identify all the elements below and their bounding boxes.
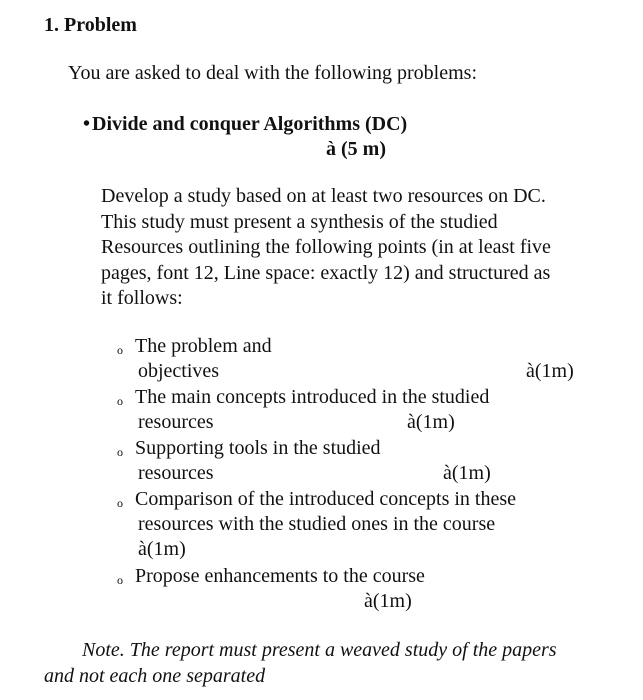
list-item-marker: o [117,445,123,459]
paragraph-line: This study must present a synthesis of the studied [101,210,498,233]
paragraph-line: it follows: [101,287,183,309]
note-line: and not each one separated [44,664,266,687]
list-item-marker: o [117,343,123,357]
list-item-points: à(1m) [407,411,455,433]
list-item-marker: o [117,496,123,510]
paragraph-line: Develop a study based on at least two resources on DC. [101,185,546,207]
paragraph-line: pages, font 12, Line space: exactly 12) and structured as [101,261,551,284]
list-item-text: The main concepts introduced in the studied [135,386,490,408]
list-item-points: à(1m) [138,538,186,560]
problem-heading: 1. Problem [44,14,137,36]
paragraph-line: Resources outlining the following points (in at least five [101,236,551,258]
list-item-text: Supporting tools in the studied [135,437,381,459]
description-paragraph [101,184,591,312]
list-item-marker: o [117,394,123,408]
list-item-marker: o [117,573,123,587]
list-item-points: à(1m) [526,360,574,382]
list-item-text: The problem and [135,335,272,357]
list-item-points: à(1m) [443,462,491,484]
list-item-text-cont: resources [138,462,214,484]
list-item-text-cont: resources with the studied ones in the course [138,513,496,535]
list-item-text: Comparison of the introduced concepts in these [135,488,517,510]
list-item-text: Propose enhancements to the course [135,565,425,587]
list-item-points: à(1m) [364,590,412,612]
section-bullet: • [83,113,91,135]
list-item-text-cont: resources [138,411,214,433]
intro-text: You are asked to deal with the following problems: [68,62,478,84]
section-title: Divide and conquer Algorithms (DC) [92,113,408,135]
list-item-text-cont: objectives [138,360,220,382]
note-text [44,638,604,689]
note-line: Note. The report must present a weaved study of the papers [82,639,557,661]
section-points: à (5 m) [326,138,386,160]
